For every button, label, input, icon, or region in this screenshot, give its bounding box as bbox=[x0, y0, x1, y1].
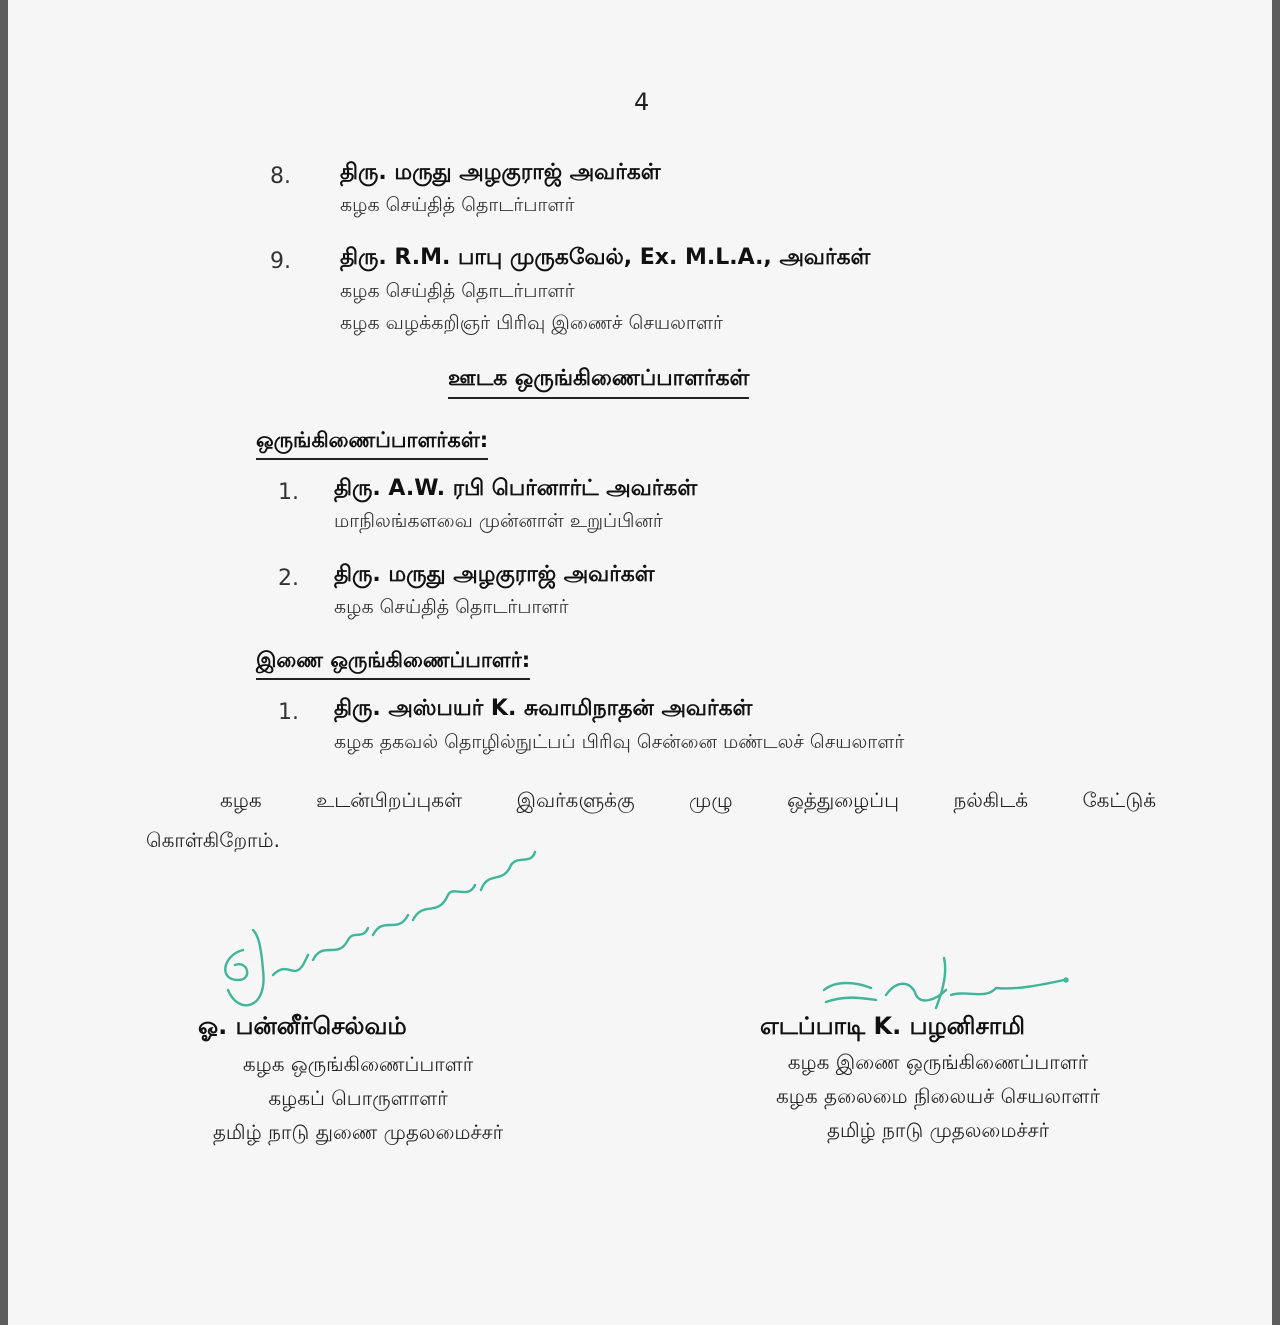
closing-line-1: கழக உடன்பிறப்புகள் இவர்களுக்கு முழு ஒத்துழைப்பு நல்கிடக் கேட்டுக் bbox=[220, 788, 1156, 812]
signatory-designation: கழகப் பொருளாளர் bbox=[268, 1086, 448, 1110]
signatory-name: ஓ. பன்னீர்செல்வம் bbox=[198, 1012, 407, 1040]
closing-line-2: கொள்கிறோம். bbox=[146, 828, 280, 852]
joint-coordinators-heading: இணை ஒருங்கிணைப்பாளர்: bbox=[256, 648, 530, 680]
coordinators-heading: ஒருங்கிணைப்பாளர்கள்: bbox=[256, 428, 488, 460]
signatory-designation: கழக ஒருங்கிணைப்பாளர் bbox=[242, 1052, 474, 1076]
member-name: திரு. மருது அழகுராஜ் அவர்கள் bbox=[340, 160, 661, 185]
joint-coordinator-number: 1. bbox=[278, 700, 299, 725]
signatory-designation: கழக இணை ஒருங்கிணைப்பாளர் bbox=[787, 1050, 1089, 1074]
member-number: 9. bbox=[270, 249, 291, 274]
page-number: 4 bbox=[634, 88, 650, 116]
coordinator-name: திரு. மருது அழகுராஜ் அவர்கள் bbox=[334, 562, 655, 587]
member-number: 8. bbox=[270, 164, 291, 189]
signatory-name: எடப்பாடி K. பழனிசாமி bbox=[760, 1012, 1025, 1040]
signature-right bbox=[816, 950, 1076, 1020]
joint-coordinator-name: திரு. அஸ்பயர் K. சுவாமிநாதன் அவர்கள் bbox=[334, 696, 753, 721]
coordinator-number: 2. bbox=[278, 566, 299, 591]
member-designation: கழக செய்தித் தொடர்பாளர் bbox=[340, 194, 575, 216]
member-designation: கழக வழக்கறிஞர் பிரிவு இணைச் செயலாளர் bbox=[340, 312, 723, 334]
member-name: திரு. R.M. பாபு முருகவேல், Ex. M.L.A., அவர்கள் bbox=[340, 245, 871, 270]
coordinator-designation: மாநிலங்களவை முன்னாள் உறுப்பினர் bbox=[334, 510, 663, 532]
coordinator-name: திரு. A.W. ரபி பெர்னார்ட் அவர்கள் bbox=[334, 476, 698, 501]
document-page bbox=[8, 0, 1272, 1325]
signatory-designation: தமிழ் நாடு முதலமைச்சர் bbox=[826, 1118, 1050, 1142]
signatory-designation: தமிழ் நாடு துணை முதலமைச்சர் bbox=[212, 1120, 504, 1144]
signature-left bbox=[213, 840, 553, 1030]
coordinator-designation: கழக செய்தித் தொடர்பாளர் bbox=[334, 596, 569, 618]
joint-coordinator-designation: கழக தகவல் தொழில்நுட்பப் பிரிவு சென்னை மண்டலச் செயலாளர் bbox=[334, 731, 905, 753]
coordinator-number: 1. bbox=[278, 480, 299, 505]
member-designation: கழக செய்தித் தொடர்பாளர் bbox=[340, 280, 575, 302]
signatory-designation: கழக தலைமை நிலையச் செயலாளர் bbox=[776, 1084, 1100, 1108]
section-title: ஊடக ஒருங்கிணைப்பாளர்கள் bbox=[448, 366, 749, 399]
